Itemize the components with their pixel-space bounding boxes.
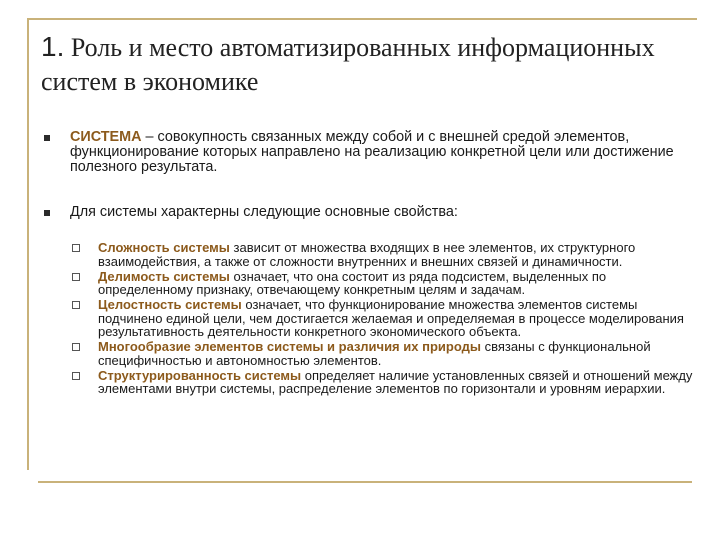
bullet-marker bbox=[44, 135, 50, 141]
slide-title bbox=[41, 30, 701, 99]
list-item bbox=[72, 340, 698, 367]
list-item bbox=[72, 241, 698, 268]
checkbox-bullet-icon bbox=[72, 301, 80, 309]
definition-term: СИСТЕМА bbox=[70, 129, 142, 145]
list-item bbox=[72, 298, 698, 339]
checkbox-bullet-icon bbox=[72, 244, 80, 252]
list-item bbox=[72, 369, 698, 396]
list-item bbox=[72, 270, 698, 297]
definition-text: – совокупность связанных между собой и с внешней средой элементов, функционирование которых направлено на реализацию конкретной цели или достижение полезного результата. bbox=[70, 129, 674, 175]
property-text: означает, что функционирование множества элементов системы подчинено единой цели, чем достигается желаемая и определяемая в процессе моделирования результативность деятельности конкретного экономического объекта. bbox=[98, 297, 684, 339]
frame-bottom-line bbox=[38, 481, 692, 483]
bullet-marker bbox=[44, 210, 50, 216]
property-text: определяет наличие установленных связей и отношений между элементами внутри системы, распределение элементов по горизонтали и уровням иерархии. bbox=[98, 367, 693, 396]
property-term: Делимость системы bbox=[98, 268, 230, 284]
property-term: Структурированность системы bbox=[98, 367, 302, 383]
checkbox-bullet-icon bbox=[72, 372, 80, 380]
frame-left-line bbox=[27, 18, 29, 470]
property-text: связаны с функциональной специфичностью и автономностью элементов. bbox=[98, 339, 651, 368]
title-text: Роль и место автоматизированных информационных систем в экономике bbox=[41, 33, 655, 96]
checkbox-bullet-icon bbox=[72, 273, 80, 281]
frame-top-line bbox=[27, 18, 697, 20]
property-text: зависит от множества входящих в нее элементов, их структурного взаимодействия, а также от сложности внутренних и внешних связей и динамичности. bbox=[98, 240, 636, 269]
properties-list bbox=[72, 241, 698, 397]
property-text: означает, что она состоит из ряда подсистем, выделенных по определенному признаку, отвечающему конкретным целям и задачам. bbox=[98, 268, 607, 297]
property-term: Целостность системы bbox=[98, 297, 242, 312]
definition-paragraph bbox=[70, 130, 690, 175]
properties-intro: Для системы характерны следующие основные свойства: bbox=[70, 204, 458, 220]
property-term: Многообразие элементов системы и различия их природы bbox=[98, 339, 481, 354]
title-number: 1. bbox=[41, 31, 65, 62]
property-term: Сложность системы bbox=[98, 240, 230, 255]
checkbox-bullet-icon bbox=[72, 343, 80, 351]
